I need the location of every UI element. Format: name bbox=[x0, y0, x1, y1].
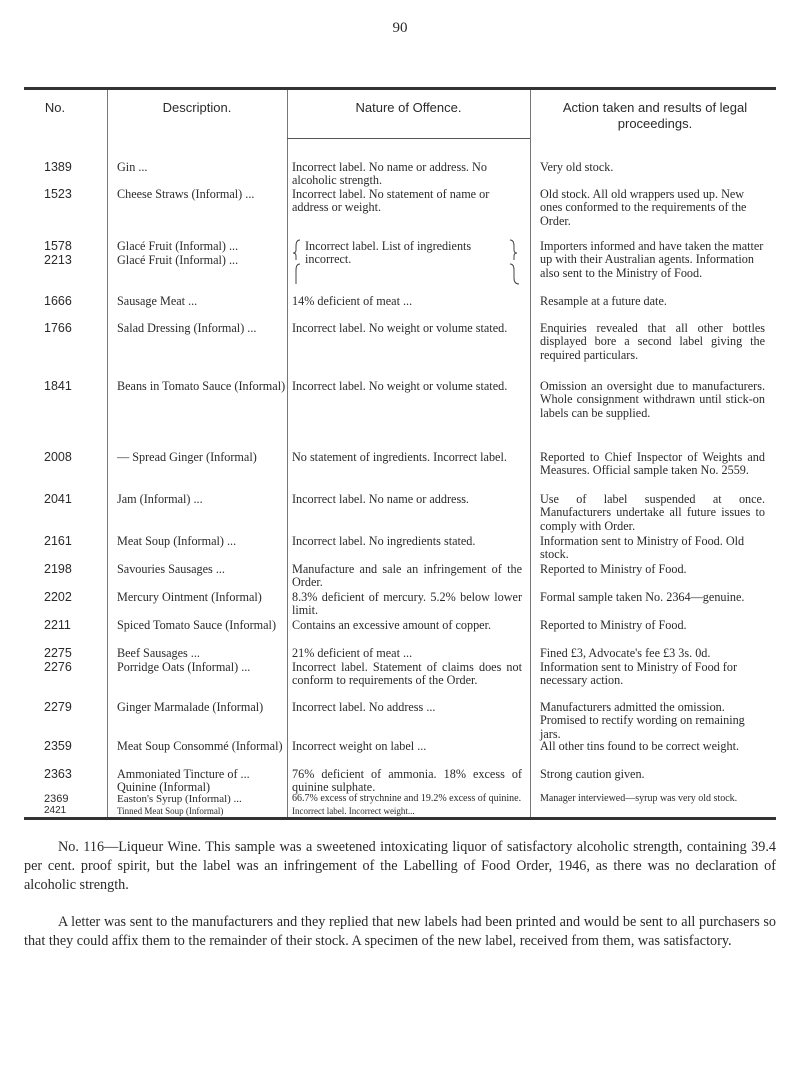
row-description: Ammoniated Tincture of ... Quinine (Informal) bbox=[117, 767, 250, 795]
row-nature: 21% deficient of meat ... bbox=[292, 646, 413, 660]
header-rule bbox=[287, 138, 530, 139]
row-description: Jam (Informal) ... bbox=[117, 492, 203, 506]
column-divider bbox=[287, 90, 288, 817]
table-bottom-rule bbox=[24, 817, 776, 820]
row-action: Very old stock. bbox=[540, 160, 614, 174]
row-nature: Incorrect label. No name or address. No alcoholic strength. bbox=[292, 160, 487, 188]
column-divider bbox=[530, 90, 531, 817]
row-nature: No statement of ingredients. Incorrect label. bbox=[292, 450, 507, 464]
row-action: Information sent to Ministry of Food for necessary action. bbox=[540, 660, 738, 688]
row-description: Cheese Straws (Informal) ... bbox=[117, 187, 255, 201]
row-number: 1766 bbox=[44, 321, 72, 335]
row-number: 2198 bbox=[44, 562, 72, 576]
row-nature: Incorrect label. List of ingredients incorrect. bbox=[305, 239, 472, 267]
row-description: Savouries Sausages ... bbox=[117, 562, 225, 576]
row-number: 2359 bbox=[44, 739, 72, 753]
header-action: Action taken and results of legal proceedings. bbox=[562, 100, 748, 131]
row-number: 2202 bbox=[44, 590, 72, 604]
row-number: 2211 bbox=[44, 618, 71, 632]
row-nature: 76% deficient of ammonia. 18% excess of quinine sulphate. bbox=[292, 767, 522, 795]
row-nature: Contains an excessive amount of copper. bbox=[292, 618, 492, 632]
row-nature: Incorrect label. No address ... bbox=[292, 700, 436, 714]
row-nature: 66.7% excess of strychnine and 19.2% excess of quinine. bbox=[292, 793, 522, 804]
row-description: Gin ... bbox=[117, 160, 148, 174]
right-brace-lower bbox=[510, 264, 519, 284]
table-top-rule bbox=[24, 87, 776, 90]
row-number: 2008 bbox=[44, 450, 72, 464]
row-description: Spiced Tomato Sauce (Informal) bbox=[117, 618, 277, 632]
row-number: 2161 bbox=[44, 534, 72, 548]
row-nature: Incorrect label. No weight or volume stated. bbox=[292, 379, 508, 393]
row-number: 1666 bbox=[44, 294, 72, 308]
row-nature: Incorrect label. No ingredients stated. bbox=[292, 534, 476, 548]
row-description: Porridge Oats (Informal) ... bbox=[117, 660, 251, 674]
row-number: 2369 bbox=[44, 793, 69, 805]
row-action: All other tins found to be correct weight. bbox=[540, 739, 740, 753]
row-number: 1523 bbox=[44, 187, 72, 201]
header-no: No. bbox=[44, 100, 66, 115]
row-action: Reported to Ministry of Food. bbox=[540, 618, 687, 632]
row-nature: Incorrect label. No statement of name or address or weight. bbox=[292, 187, 490, 215]
bracket-group bbox=[290, 238, 520, 288]
row-description: Salad Dressing (Informal) ... bbox=[117, 321, 257, 335]
row-nature: Incorrect label. No weight or volume stated. bbox=[292, 321, 508, 335]
row-nature: Incorrect label. Incorrect weight... bbox=[292, 806, 415, 816]
row-nature: Incorrect weight on label ... bbox=[292, 739, 427, 753]
row-action: Manager interviewed—syrup was very old stock. bbox=[540, 793, 738, 804]
row-action: Old stock. All old wrappers used up. New ones conformed to the requirements of the Order. bbox=[540, 187, 747, 228]
row-description: Meat Soup (Informal) ... bbox=[117, 534, 237, 548]
row-description: Beef Sausages ... bbox=[117, 646, 200, 660]
row-action: Manufacturers admitted the omission. Promised to rectify wording on remaining jars. bbox=[540, 700, 745, 741]
row-description: Easton's Syrup (Informal) ... bbox=[117, 793, 242, 805]
row-number: 1841 bbox=[44, 379, 72, 393]
row-description: — Spread Ginger (Informal) bbox=[117, 450, 257, 464]
row-action: Resample at a future date. bbox=[540, 294, 667, 308]
row-number: 2363 bbox=[44, 767, 72, 781]
row-number: 2421 bbox=[44, 805, 67, 816]
left-brace-lower bbox=[296, 264, 300, 284]
row-action: Enquiries revealed that all other bottles displayed bore a second label giving the required particulars. bbox=[540, 321, 765, 362]
row-action: Reported to Chief Inspector of Weights and Measures. Official sample taken No. 2559. bbox=[540, 450, 765, 478]
column-divider bbox=[107, 90, 108, 817]
row-action: Formal sample taken No. 2364—genuine. bbox=[540, 590, 745, 604]
row-description: Meat Soup Consommé (Informal) bbox=[117, 739, 283, 753]
row-description: Beans in Tomato Sauce (Informal) bbox=[117, 379, 286, 393]
row-number: 2276 bbox=[44, 660, 72, 674]
row-description: Ginger Marmalade (Informal) bbox=[117, 700, 264, 714]
row-nature: Manufacture and sale an infringement of the Order. bbox=[292, 562, 522, 590]
row-nature: Incorrect label. No name or address. bbox=[292, 492, 469, 506]
page-number: 90 bbox=[392, 20, 408, 36]
left-brace bbox=[293, 240, 300, 260]
row-description: Sausage Meat ... bbox=[117, 294, 198, 308]
row-action: Reported to Ministry of Food. bbox=[540, 562, 687, 576]
row-number: 1578 bbox=[44, 239, 72, 253]
row-nature: 8.3% deficient of mercury. 5.2% below lower limit. bbox=[292, 590, 522, 618]
right-brace bbox=[510, 240, 517, 260]
row-description: Glacé Fruit (Informal) ... bbox=[117, 253, 239, 267]
header-description: Description. bbox=[162, 100, 232, 115]
row-description: Mercury Ointment (Informal) bbox=[117, 590, 262, 604]
row-number: 2279 bbox=[44, 700, 72, 714]
row-action: Information sent to Ministry of Food. Old stock. bbox=[540, 534, 745, 562]
row-number: 2041 bbox=[44, 492, 72, 506]
row-action: Omission an oversight due to manufacturers. Whole consignment withdrawn until stick-on labels can be supplied. bbox=[540, 379, 765, 420]
row-number: 2213 bbox=[44, 253, 72, 267]
row-action: Use of label suspended at once. Manufacturers undertake all future issues to comply with Order. bbox=[540, 492, 765, 533]
row-action: Fined £3, Advocate's fee £3 3s. 0d. bbox=[540, 646, 711, 660]
header-nature: Nature of Offence. bbox=[355, 100, 462, 115]
row-description: Glacé Fruit (Informal) ... bbox=[117, 239, 239, 253]
row-number: 2275 bbox=[44, 646, 72, 660]
row-description: Tinned Meat Soup (Informal) bbox=[117, 806, 224, 816]
paragraph: No. 116—Liqueur Wine. This sample was a sweetened intoxicating liquor of satisfactory alcoholic strength, containing 39.4 per cent. proof spirit, but the label was an infringement of the Labelling of Food Order, 1946, as there was no declaration of alcoholic strength. bbox=[24, 839, 776, 893]
row-nature: Incorrect label. Statement of claims does not conform to requirements of the Order. bbox=[292, 660, 522, 688]
row-nature: 14% deficient of meat ... bbox=[292, 294, 413, 308]
row-action: Importers informed and have taken the matter up with their Australian agents. Information also sent to the Ministry of Food. bbox=[540, 239, 764, 280]
paragraph: A letter was sent to the manufacturers and they replied that new labels had been printed and would be sent to all purchasers so that they could affix them to the remainder of their stock. A specimen of the new label, received from them, was satisfactory. bbox=[24, 914, 776, 949]
row-number: 1389 bbox=[44, 160, 72, 174]
row-action: Strong caution given. bbox=[540, 767, 645, 781]
